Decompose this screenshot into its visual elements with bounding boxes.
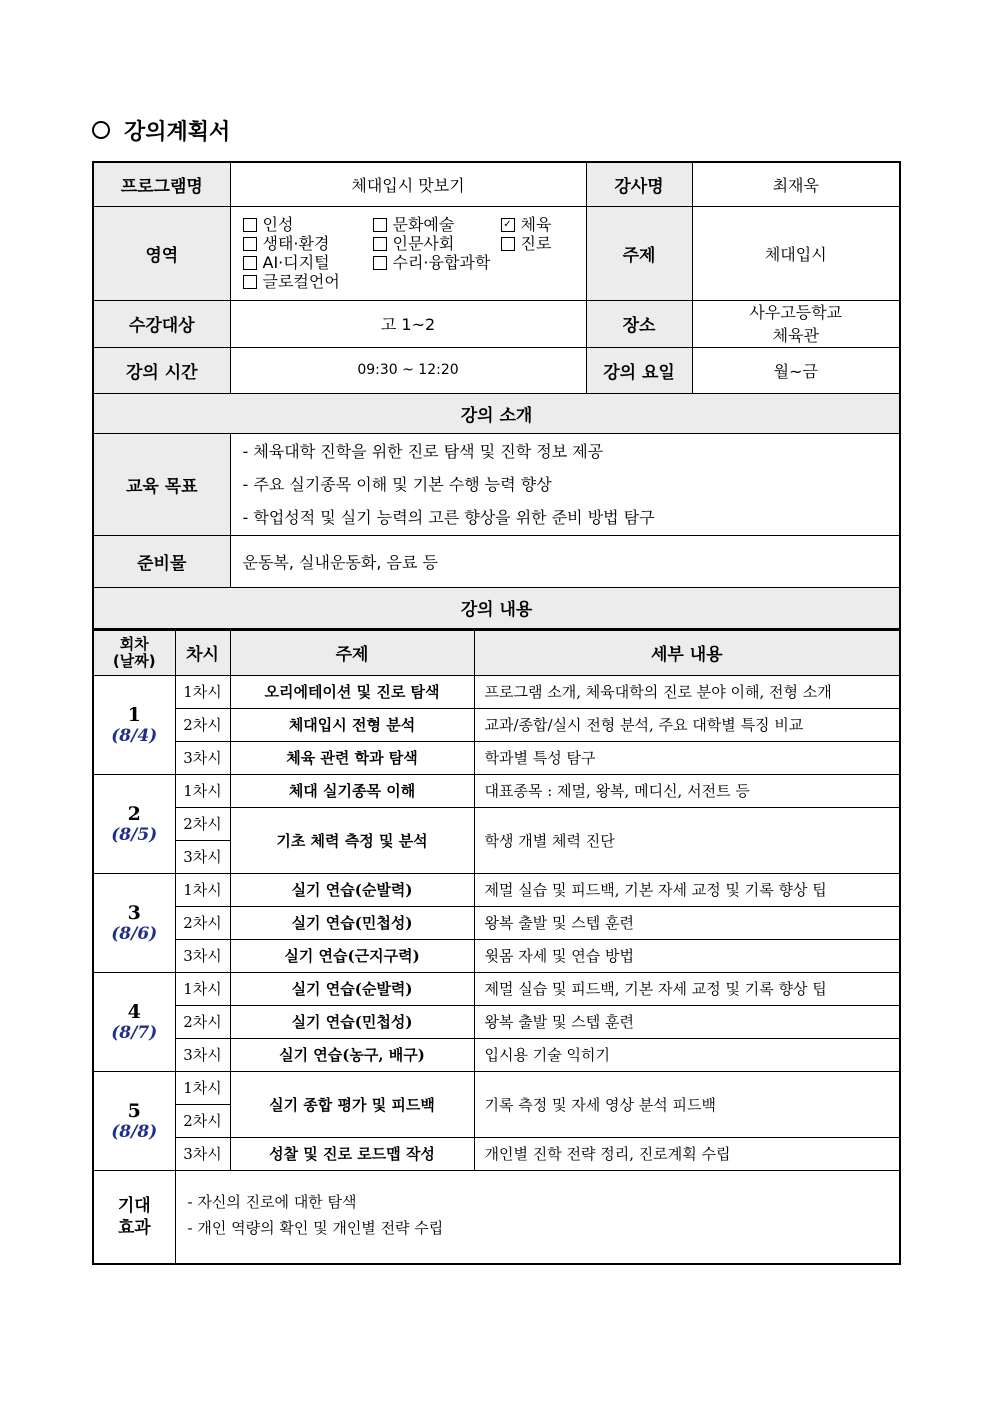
session-cell: 2차시 — [175, 1104, 230, 1137]
session-cell: 1차시 — [175, 1071, 230, 1104]
session-cell: 1차시 — [175, 774, 230, 807]
effect-label-line: 효과 — [117, 1217, 151, 1238]
day-cell — [93, 873, 175, 972]
day-number: 2 — [127, 802, 141, 825]
day-date: (8/8) — [111, 1121, 158, 1142]
session-cell: 2차시 — [175, 906, 230, 939]
day-date: (8/6) — [111, 923, 158, 944]
topic-cell: 실기 연습(농구, 배구) — [230, 1038, 474, 1071]
checkbox-icon — [243, 237, 257, 251]
day-label: 강의 요일 — [586, 347, 692, 393]
detail-cell: 입시용 기술 익히기 — [474, 1038, 900, 1071]
schedule-row — [93, 774, 900, 807]
course-info-table — [92, 161, 901, 630]
area-label: 영역 — [93, 206, 230, 300]
place-line-1: 사우고등학교 — [749, 302, 843, 322]
checkbox-icon — [243, 218, 257, 232]
detail-cell: 개인별 진학 전략 정리, 진로계획 수립 — [474, 1137, 900, 1170]
goal-label: 교육 목표 — [93, 433, 230, 535]
area-option — [243, 215, 373, 234]
area-option — [243, 253, 373, 272]
area-option — [373, 215, 501, 234]
detail-cell: 학과별 특성 탐구 — [474, 741, 900, 774]
area-option-label: 문화예술 — [392, 215, 455, 234]
area-option — [243, 272, 373, 291]
schedule-row — [93, 708, 900, 741]
topic-cell: 실기 연습(민첩성) — [230, 1005, 474, 1038]
schedule-row — [93, 873, 900, 906]
place-value — [692, 300, 900, 347]
day-number: 5 — [127, 1099, 141, 1122]
effect-label — [93, 1170, 175, 1264]
checkbox-icon — [243, 256, 257, 270]
day-cell — [93, 972, 175, 1071]
session-cell: 3차시 — [175, 741, 230, 774]
col-session-header: 차시 — [175, 630, 230, 675]
area-option-label: 인성 — [262, 215, 294, 234]
session-cell: 2차시 — [175, 708, 230, 741]
topic-cell: 기초 체력 측정 및 분석 — [230, 807, 474, 873]
time-label: 강의 시간 — [93, 347, 230, 393]
session-cell: 2차시 — [175, 1005, 230, 1038]
area-option-label: AI·디지털 — [262, 253, 330, 272]
area-option — [243, 234, 373, 253]
area-option — [373, 234, 501, 253]
topic-cell: 실기 연습(순발력) — [230, 972, 474, 1005]
topic-cell: 체대 실기종목 이해 — [230, 774, 474, 807]
detail-cell: 대표종목 : 제멀, 왕복, 메디신, 서전트 등 — [474, 774, 900, 807]
document-title — [92, 112, 230, 148]
content-header: 강의 내용 — [93, 587, 900, 629]
program-name-value: 체대입시 맛보기 — [230, 162, 586, 206]
schedule-row — [93, 741, 900, 774]
target-value: 고 1~2 — [230, 300, 586, 347]
place-label: 장소 — [586, 300, 692, 347]
schedule-row — [93, 1137, 900, 1170]
schedule-table — [92, 629, 901, 1265]
topic-cell: 체대입시 전형 분석 — [230, 708, 474, 741]
session-cell: 2차시 — [175, 807, 230, 840]
area-option — [501, 234, 591, 253]
place-line-2: 체육관 — [772, 325, 819, 345]
day-date: (8/5) — [111, 824, 158, 845]
detail-cell: 학생 개별 체력 진단 — [474, 807, 900, 873]
area-option-label: 체육 — [520, 215, 552, 234]
topic-cell: 실기 연습(순발력) — [230, 873, 474, 906]
col-detail-header: 세부 내용 — [474, 630, 900, 675]
area-option — [501, 215, 591, 234]
goal-list — [230, 433, 900, 535]
day-date: (8/4) — [111, 725, 158, 746]
day-number: 1 — [127, 703, 141, 726]
circle-bullet-icon — [92, 121, 110, 139]
detail-cell: 제멀 실습 및 피드백, 기본 자세 교정 및 기록 향상 팁 — [474, 873, 900, 906]
session-cell: 3차시 — [175, 840, 230, 873]
goal-item: - 주요 실기종목 이해 및 기본 수행 능력 향상 — [242, 474, 552, 494]
checkbox-icon — [501, 237, 515, 251]
session-cell: 1차시 — [175, 675, 230, 708]
day-cell — [93, 1071, 175, 1170]
checkbox-icon — [373, 256, 387, 270]
day-number: 4 — [127, 1000, 141, 1023]
detail-cell: 기록 측정 및 자세 영상 분석 피드백 — [474, 1071, 900, 1137]
instructor-value: 최재욱 — [692, 162, 900, 206]
document-title-text: 강의계획서 — [124, 119, 231, 145]
schedule-row — [93, 939, 900, 972]
day-date: (8/7) — [111, 1022, 158, 1043]
checkbox-icon — [243, 275, 257, 289]
checked-box-icon: ✓ — [501, 218, 515, 232]
schedule-row — [93, 1038, 900, 1071]
intro-header: 강의 소개 — [93, 393, 900, 433]
schedule-row — [93, 675, 900, 708]
checkbox-icon — [373, 218, 387, 232]
effect-list — [175, 1170, 900, 1264]
col-day-header: 회차 (날짜) — [93, 630, 175, 675]
schedule-row — [93, 906, 900, 939]
area-option-label: 수리·융합과학 — [392, 253, 491, 272]
session-cell: 3차시 — [175, 939, 230, 972]
topic-cell: 실기 연습(민첩성) — [230, 906, 474, 939]
detail-cell: 교과/종합/실시 전형 분석, 주요 대학별 특징 비교 — [474, 708, 900, 741]
program-name-label: 프로그램명 — [93, 162, 230, 206]
col-topic-header: 주제 — [230, 630, 474, 675]
area-option-label: 인문사회 — [392, 234, 455, 253]
effect-label-line: 기대 — [117, 1195, 151, 1216]
day-value: 월~금 — [692, 347, 900, 393]
topic-cell: 성찰 및 진로 로드맵 작성 — [230, 1137, 474, 1170]
schedule-row — [93, 972, 900, 1005]
schedule-row — [93, 807, 900, 840]
session-cell: 3차시 — [175, 1137, 230, 1170]
area-option-label: 글로컬언어 — [262, 272, 340, 291]
topic-cell: 체육 관련 학과 탐색 — [230, 741, 474, 774]
supplies-label: 준비물 — [93, 535, 230, 587]
area-option — [501, 253, 591, 272]
session-cell: 1차시 — [175, 972, 230, 1005]
detail-cell: 왕복 출발 및 스텝 훈련 — [474, 1005, 900, 1038]
area-option-label: 진로 — [520, 234, 552, 253]
instructor-label: 강사명 — [586, 162, 692, 206]
time-value: 09:30 ~ 12:20 — [230, 347, 586, 393]
session-cell: 1차시 — [175, 873, 230, 906]
checkbox-icon — [373, 237, 387, 251]
detail-cell: 윗몸 자세 및 연습 방법 — [474, 939, 900, 972]
day-cell — [93, 675, 175, 774]
topic-cell: 오리에테이션 및 진로 탐색 — [230, 675, 474, 708]
subject-value: 체대입시 — [692, 206, 900, 300]
detail-cell: 왕복 출발 및 스텝 훈련 — [474, 906, 900, 939]
effect-row — [93, 1170, 900, 1264]
schedule-row — [93, 1071, 900, 1104]
detail-cell: 프로그램 소개, 체육대학의 진로 분야 이해, 전형 소개 — [474, 675, 900, 708]
target-label: 수강대상 — [93, 300, 230, 347]
goal-item: - 학업성적 및 실기 능력의 고른 향상을 위한 준비 방법 탐구 — [242, 507, 655, 527]
session-cell: 3차시 — [175, 1038, 230, 1071]
effect-item: - 개인 역량의 확인 및 개인별 전략 수립 — [187, 1218, 444, 1237]
area-option-label: 생태·환경 — [262, 234, 330, 253]
schedule-row — [93, 1005, 900, 1038]
topic-cell: 실기 종합 평가 및 피드백 — [230, 1071, 474, 1137]
area-option — [373, 253, 501, 272]
supplies-value: 운동복, 실내운동화, 음료 등 — [230, 535, 900, 587]
area-checkboxes — [230, 206, 586, 300]
day-cell — [93, 774, 175, 873]
subject-label: 주제 — [586, 206, 692, 300]
topic-cell: 실기 연습(근지구력) — [230, 939, 474, 972]
goal-item: - 체육대학 진학을 위한 진로 탐색 및 진학 정보 제공 — [242, 441, 604, 461]
detail-cell: 제멀 실습 및 피드백, 기본 자세 교정 및 기록 향상 팁 — [474, 972, 900, 1005]
effect-item: - 자신의 진로에 대한 탐색 — [187, 1192, 357, 1211]
day-number: 3 — [127, 901, 141, 924]
